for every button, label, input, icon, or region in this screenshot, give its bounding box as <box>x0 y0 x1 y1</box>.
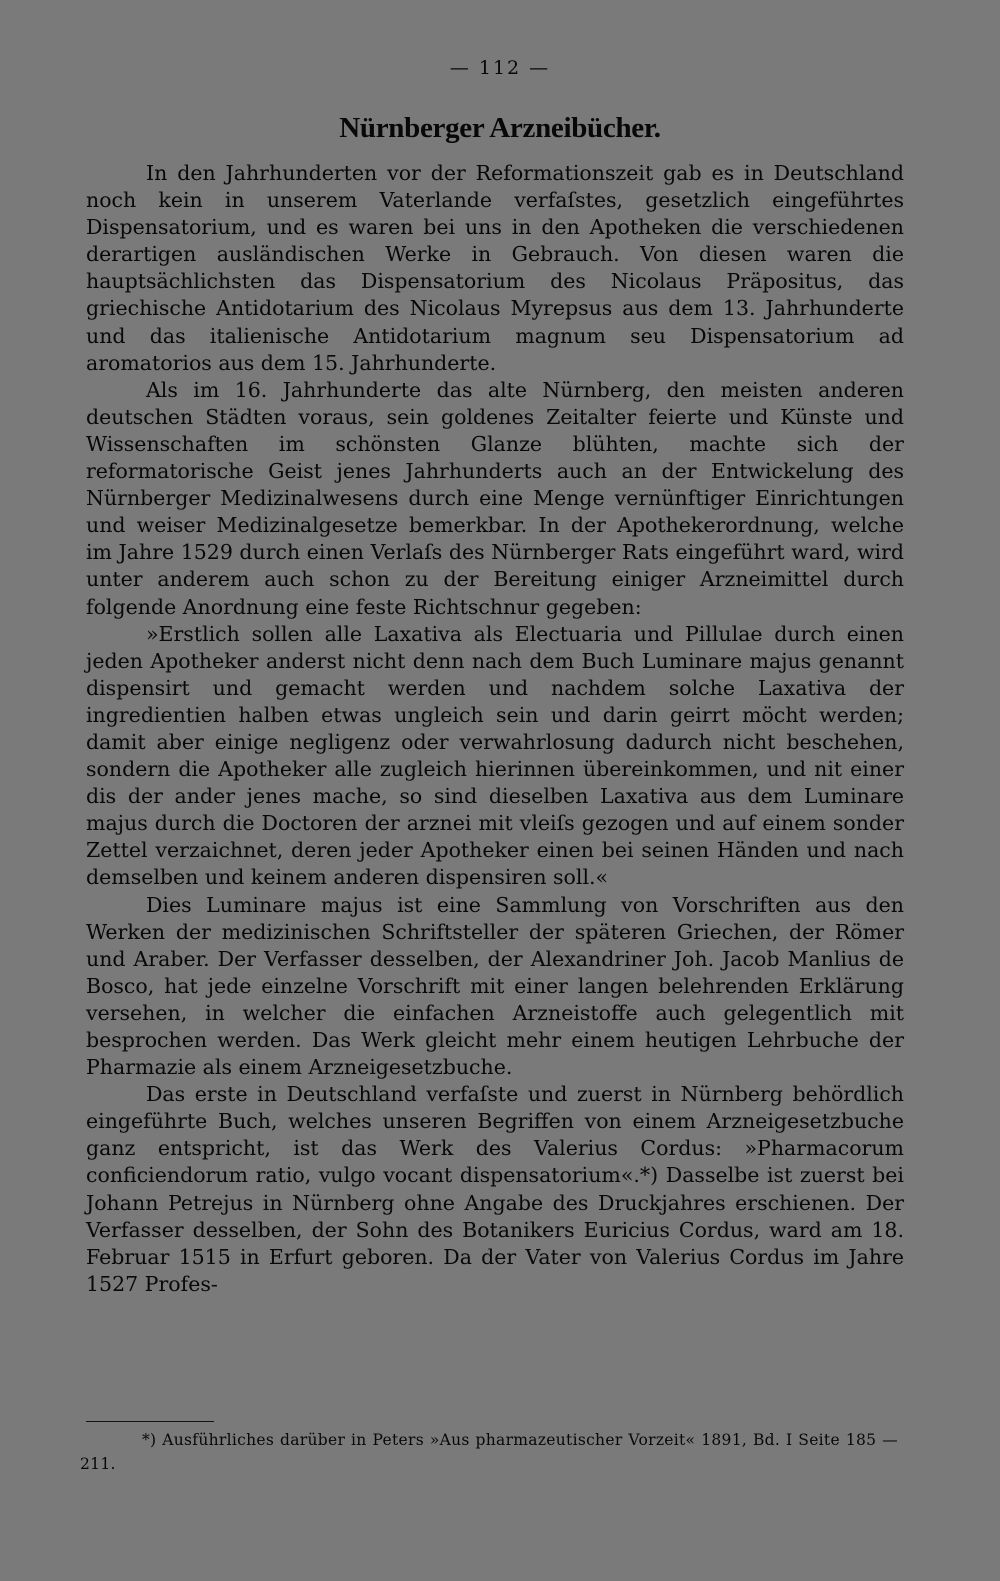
footnote <box>80 1428 898 1476</box>
body-text <box>86 160 904 1298</box>
page-number: — 112 — <box>449 57 551 79</box>
footnote-divider <box>86 1421 214 1422</box>
paragraph: In den Jahrhunderten vor der Reformationszeit gab es in Deutschland noch kein in unserem Vaterlande verfaſstes, gesetzlich eingeführtes Dispensatorium, und es waren bei uns in den Apotheken die verschiedenen derartigen ausländischen Werke in Gebrauch. Von diesen waren die hauptsächlichsten das Dispensatorium des Nicolaus Präpositus, das griechische Antidotarium des Nicolaus Myrepsus aus dem 13. Jahrhunderte und das italienische Antidotarium magnum seu Dispensatorium ad aromatorios aus dem 15. Jahrhunderte. <box>86 161 904 375</box>
chapter-title: Nürnberger Arzneibücher. <box>339 112 661 144</box>
paragraph: Das erste in Deutschland verfaſste und zuerst in Nürnberg behördlich eingeführte Buch, welches unseren Begriffen von einem Arzneigesetzbuche ganz entspricht, ist das Werk des Valerius Cordus: »Pharmacorum conficiendorum ratio, vulgo vocant dispensatorium«.*) Dasselbe ist zuerst bei Johann Petrejus in Nürnberg ohne Angabe des Druckjahres erschienen. Der Verfasser desselben, der Sohn des Botanikers Euricius Cordus, ward am 18. Februar 1515 in Erfurt geboren. Da der Vater von Valerius Cordus im Jahre 1527 Profes- <box>86 1082 904 1296</box>
paragraph: Als im 16. Jahrhunderte das alte Nürnberg, den meisten anderen deutschen Städten voraus, sein goldenes Zeitalter feierte und Künste und Wissenschaften im schönsten Glanze blühten, machte sich der reformatorische Geist jenes Jahrhunderts auch an der Entwickelung des Nürnberger Medizinalwesens durch eine Menge vernünftiger Einrichtungen und weiser Medizinalgesetze bemerkbar. In der Apothekerordnung, welche im Jahre 1529 durch einen Verlaſs des Nürnberger Rats eingeführt ward, wird unter anderem auch schon zu der Bereitung einiger Arzneimittel durch folgende Anordnung eine feste Richtschnur gegeben: <box>86 377 904 619</box>
footnote-text: *) Ausführliches darüber in Peters »Aus pharmazeutischer Vorzeit« 1891, Bd. I Seite 185 — 211. <box>80 1431 898 1473</box>
paragraph: Dies Luminare majus ist eine Sammlung von Vorschriften aus den Werken der medizinischen Schriftsteller der späteren Griechen, der Römer und Araber. Der Verfasser desselben, der Alexandriner Joh. Jacob Manlius de Bosco, hat jede einzelne Vorschrift mit einer langen belehrenden Erklärung versehen, in welcher die einfachen Arzneistoffe auch gelegentlich mit besprochen werden. Das Werk gleicht mehr einem heutigen Lehrbuche der Pharmazie als einem Arzneigesetzbuche. <box>86 892 904 1080</box>
paragraph: »Erstlich sollen alle Laxativa als Electuaria und Pillulae durch einen jeden Apotheker anderst nicht denn nach dem Buch Luminare majus genannt dispensirt und gemacht werden und nachdem solche Laxativa der ingredientien halben etwas ungleich sein und darin geirrt möcht werden; damit aber einige negligenz oder verwahrlosung dadurch nicht beschehen, sondern die Apotheker alle zugleich hierinnen übereinkommen, und nit einer dis der ander jenes mache, so sind dieselben Laxativa aus dem Luminare majus durch die Doctoren der arznei mit vleiſs gezogen und auf einem sonder Zettel verzaichnet, deren jeder Apotheker einen bei seinen Händen und nach demselben und keinem anderen dispensiren soll.« <box>86 621 904 890</box>
